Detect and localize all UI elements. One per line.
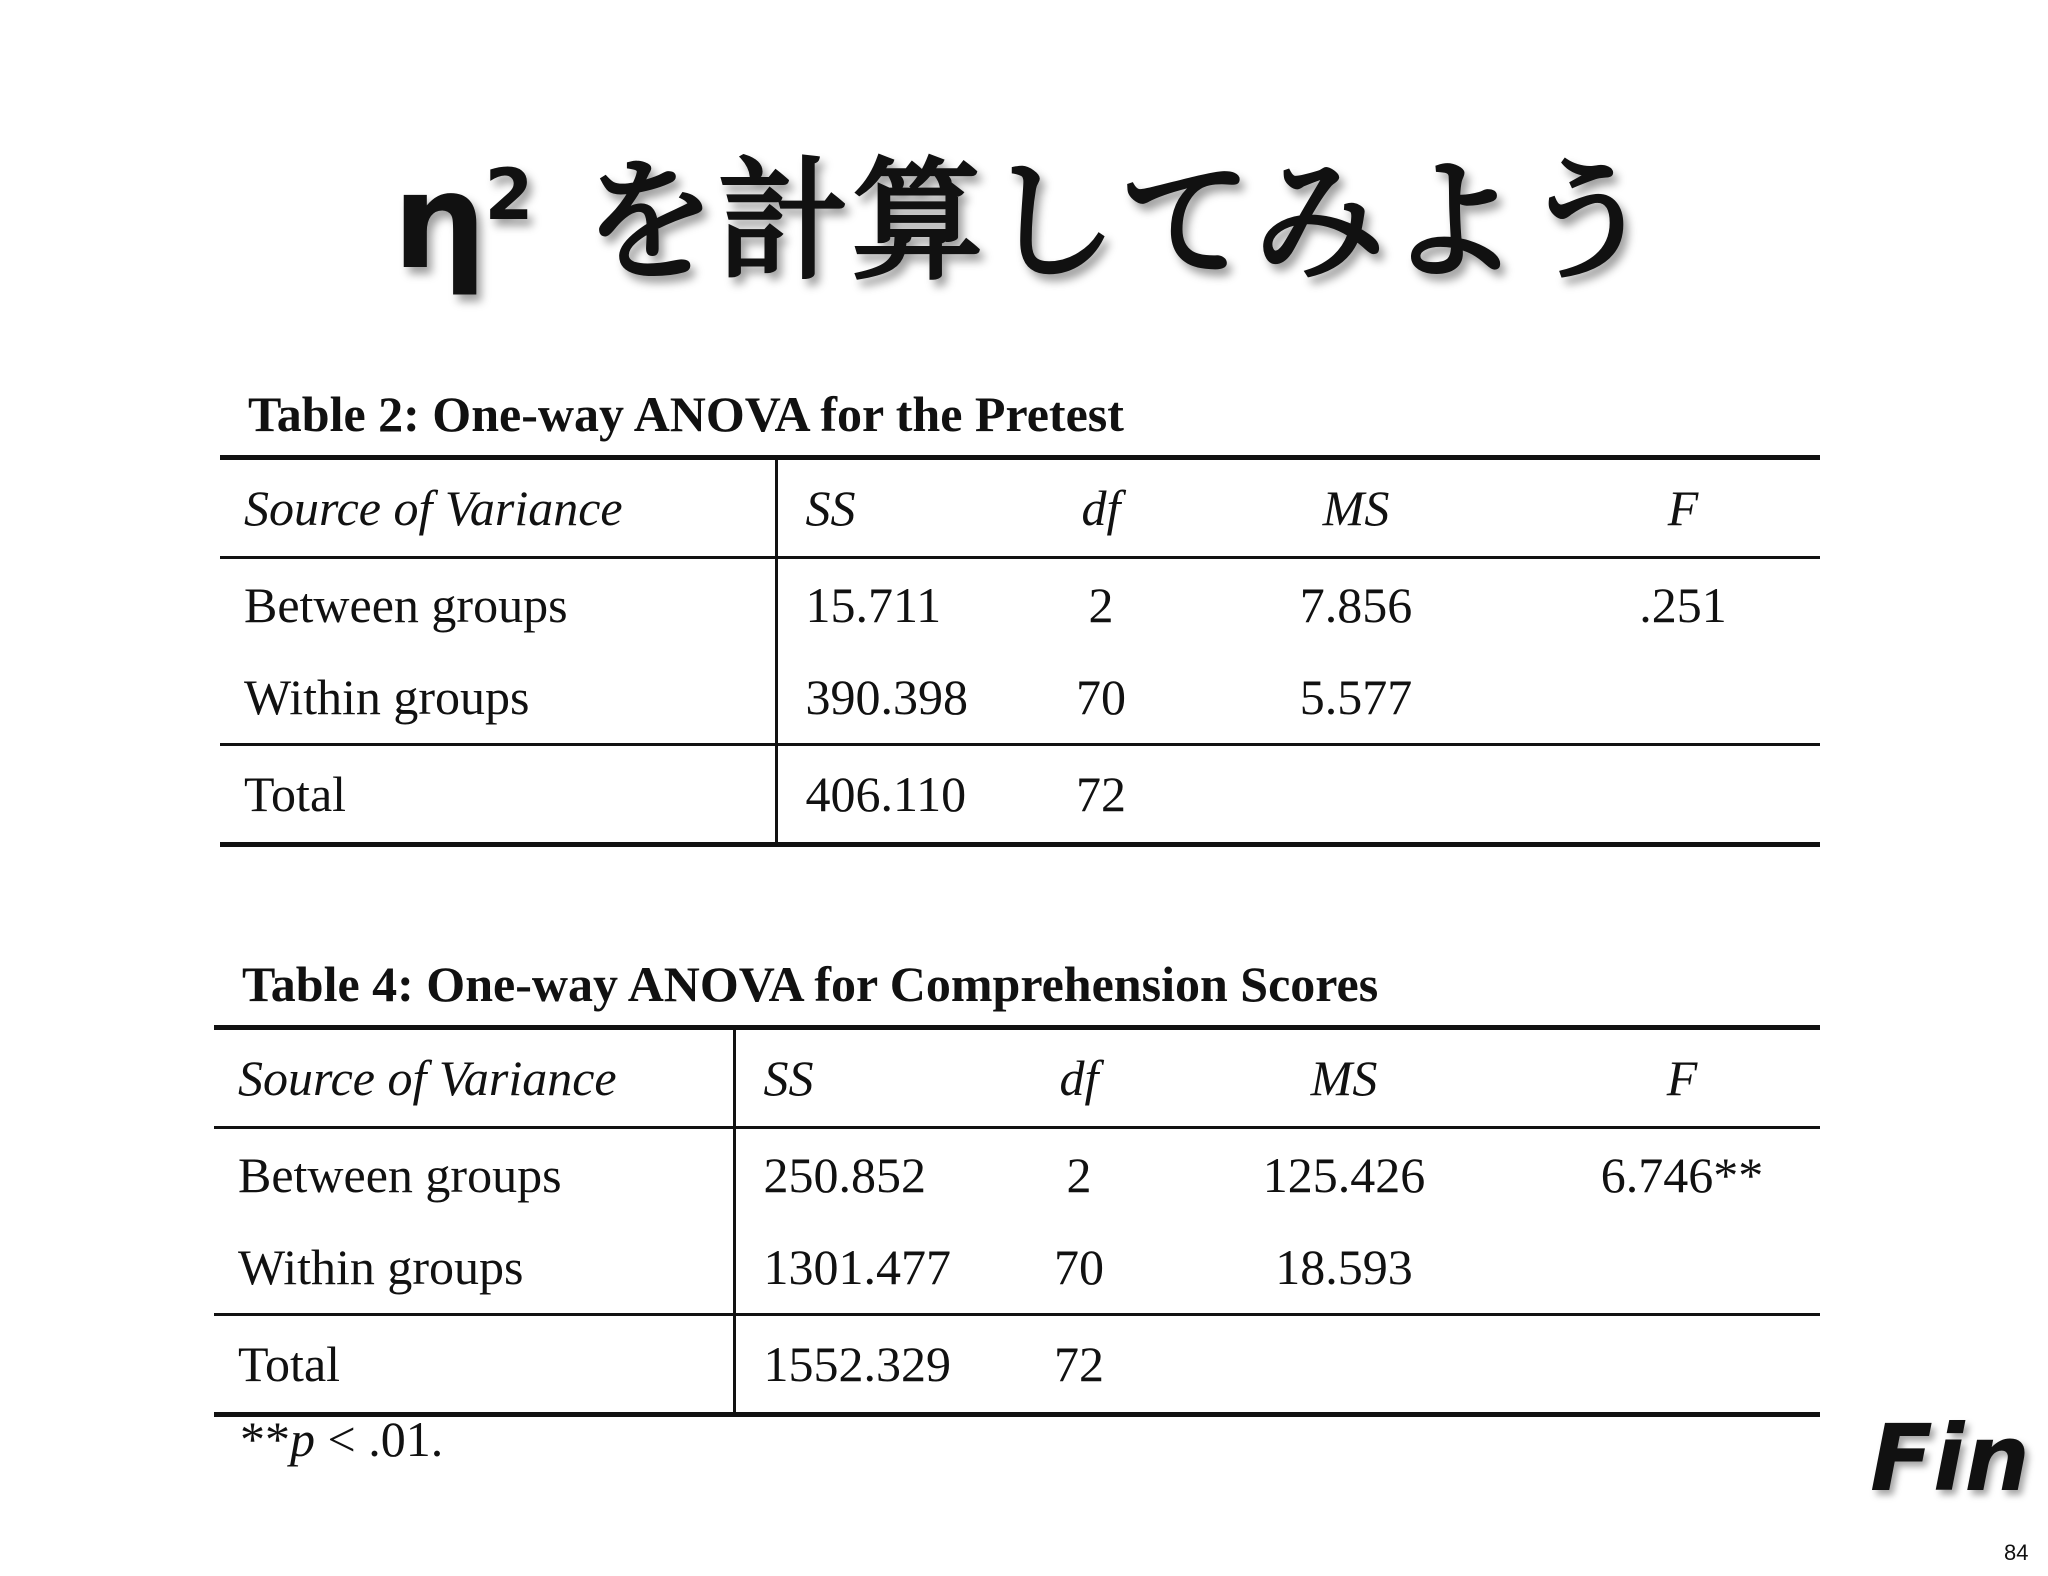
header-source: Source of Variance [220, 458, 776, 558]
fin-label: Fin [1870, 1405, 2030, 1512]
header-f: F [1667, 480, 1699, 536]
cell-ss: 390.398 [805, 669, 968, 725]
header-df: df [1081, 480, 1121, 536]
table-4-footnote [240, 1410, 443, 1468]
table-row [214, 1128, 1820, 1222]
cell-ms: 125.426 [1262, 1147, 1426, 1203]
cell-df: 70 [1076, 669, 1126, 725]
cell-df: 72 [1076, 766, 1126, 822]
header-f: F [1666, 1050, 1698, 1106]
table-row [214, 1221, 1820, 1315]
cell-source: Within groups [220, 651, 776, 745]
slide-title [0, 145, 2048, 299]
cell-f: 6.746** [1600, 1147, 1764, 1203]
cell-ms: 18.593 [1275, 1239, 1413, 1295]
cell-f [1546, 745, 1820, 845]
cell-ss: 406.110 [805, 766, 967, 822]
cell-ss: 250.852 [763, 1147, 926, 1203]
cell-ms: 5.577 [1299, 669, 1413, 725]
table-4-caption: Table 4: One-way ANOVA for Comprehension Scores [242, 956, 1379, 1012]
header-source: Source of Variance [214, 1028, 734, 1128]
cell-df: 70 [1054, 1239, 1104, 1295]
table-header-row [220, 458, 1820, 558]
table-2-block [220, 385, 1820, 847]
table-2 [220, 455, 1820, 847]
cell-ss: 1552.329 [763, 1336, 951, 1392]
cell-df: 72 [1054, 1336, 1104, 1392]
header-ss: SS [763, 1050, 814, 1106]
header-ms: MS [1310, 1050, 1378, 1106]
cell-ss: 15.711 [805, 577, 942, 633]
cell-df: 2 [1088, 577, 1114, 633]
cell-ms: 7.856 [1299, 577, 1413, 633]
title-eta: η [392, 145, 489, 299]
table-4-block [214, 955, 1820, 1417]
table-4 [214, 1025, 1820, 1417]
title-superscript: 2 [484, 154, 536, 236]
cell-df: 2 [1066, 1147, 1092, 1203]
cell-ms [1144, 1315, 1544, 1415]
cell-f: .251 [1639, 577, 1727, 633]
header-df: df [1059, 1050, 1099, 1106]
footnote-stars: ** [240, 1411, 290, 1467]
page-number: 84 [2004, 1540, 2029, 1565]
header-ss: SS [805, 480, 856, 536]
cell-f [1546, 651, 1820, 745]
cell-f [1544, 1221, 1820, 1315]
cell-source: Between groups [214, 1128, 734, 1222]
table-total-row [214, 1315, 1820, 1415]
footnote-text: < .01. [315, 1411, 444, 1467]
cell-ms [1166, 745, 1546, 845]
table-header-row [214, 1028, 1820, 1128]
cell-source: Between groups [220, 558, 776, 652]
cell-source: Total [214, 1315, 734, 1415]
cell-source: Within groups [214, 1221, 734, 1315]
cell-f [1544, 1315, 1820, 1415]
header-ms: MS [1322, 480, 1390, 536]
table-2-caption: Table 2: One-way ANOVA for the Pretest [248, 386, 1124, 442]
table-row [220, 651, 1820, 745]
title-text: を計算してみよう [535, 145, 1656, 299]
footnote-p: p [290, 1411, 315, 1467]
table-total-row [220, 745, 1820, 845]
cell-ss: 1301.477 [763, 1239, 951, 1295]
table-row [220, 558, 1820, 652]
cell-source: Total [220, 745, 776, 845]
